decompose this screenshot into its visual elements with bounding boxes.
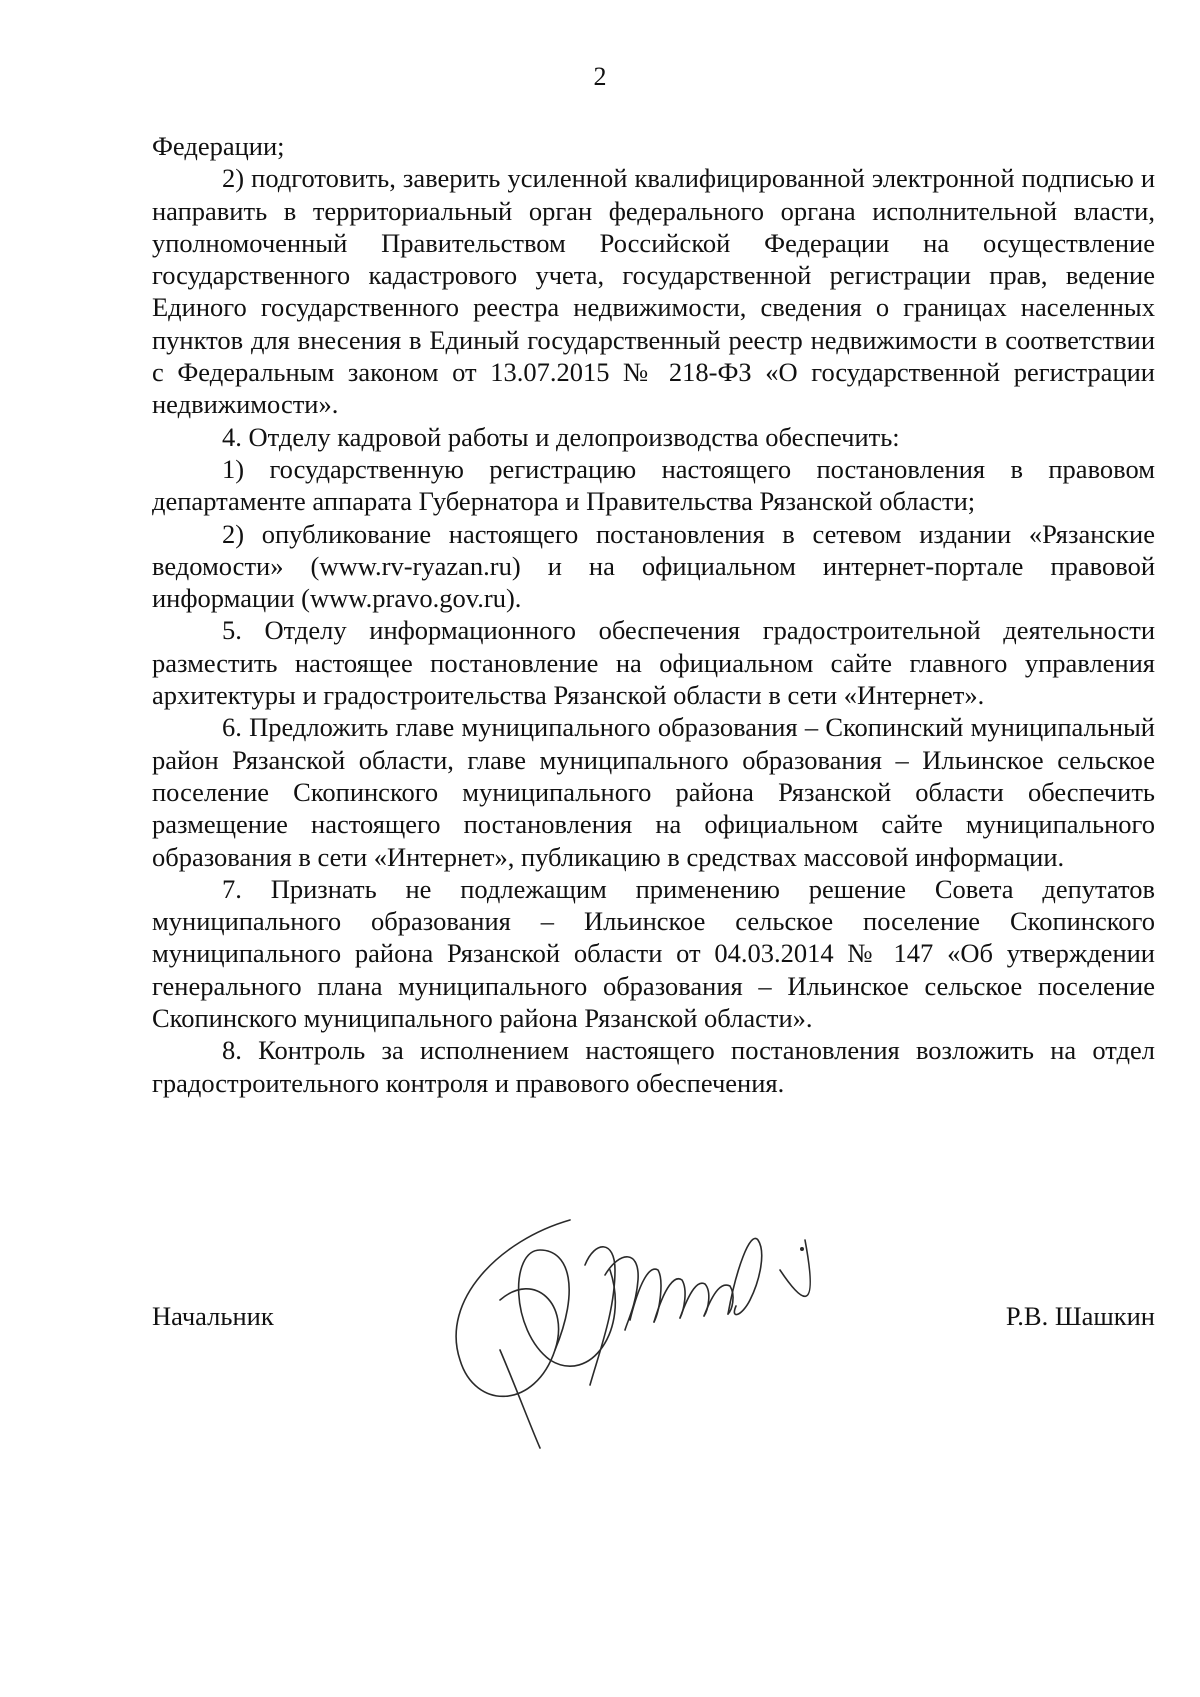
signer-position: Начальник: [152, 1301, 274, 1331]
paragraph-4-item-2: 2) опубликование настоящего постановления в сетевом издании «Рязанские ведомости» (www.rv-ryazan.ru) и на официальном интернет-портале правовой информации (www.pravo.gov.ru).: [152, 518, 1155, 614]
paragraph-7: 7. Признать не подлежащим применению решение Совета депутатов муниципального образования – Ильинское сельское поселение Скопинского муниципального района Рязанской области от 04.03.2014 № 147 «Об утверждении генерального плана муниципального образования – Ильинское сельское поселение Скопинского муниципального района Рязанской области».: [152, 873, 1155, 1034]
paragraph-continuation: Федерации;: [152, 131, 285, 161]
paragraph-4-item-1: 1) государственную регистрацию настоящего постановления в правовом департаменте аппарата Губернатора и Правительства Рязанской области;: [152, 453, 1155, 517]
signature-icon: [440, 1210, 880, 1460]
signer-name: Р.В. Шашкин: [1005, 1301, 1155, 1331]
signoff-block: [152, 1300, 1155, 1332]
paragraph-6: 6. Предложить главе муниципального образования – Скопинский муниципальный район Рязанской области, главе муниципального образования – Ильинское сельское поселение Скопинского муниципального района Рязанской области обеспечить размещение настоящего постановления на официальном сайте муниципального образования в сети «Интернет», публикацию в средствах массовой информации.: [152, 712, 1155, 872]
paragraph-item-2: 2) подготовить, заверить усиленной квалифицированной электронной подписью и направить в территориальный орган федерального органа исполнительной власти, уполномоченный Правительством Российской Федерации на осуществление государственного кадастрового учета, государственной регистрации прав, ведение Единого государственного реестра недвижимости, сведения о границах населенных пунктов для внесения в Единый государственный реестр недвижимости в соответствии с Федеральным законом от 13.07.2015 № 218-ФЗ «О государственной регистрации недвижимости».: [152, 163, 1155, 420]
paragraph-4: 4. Отделу кадровой работы и делопроизводства обеспечить:: [222, 421, 900, 452]
page-number: 2: [593, 62, 607, 91]
paragraph-5: 5. Отделу информационного обеспечения градостроительной деятельности разместить настоящее постановление на официальном сайте главного управления архитектуры и градостроительства Рязанской области в сети «Интернет».: [152, 615, 1155, 711]
paragraph-8: 8. Контроль за исполнением настоящего постановления возложить на отдел градостроительного контроля и правового обеспечения.: [152, 1035, 1155, 1098]
document-body: [152, 130, 1155, 1099]
